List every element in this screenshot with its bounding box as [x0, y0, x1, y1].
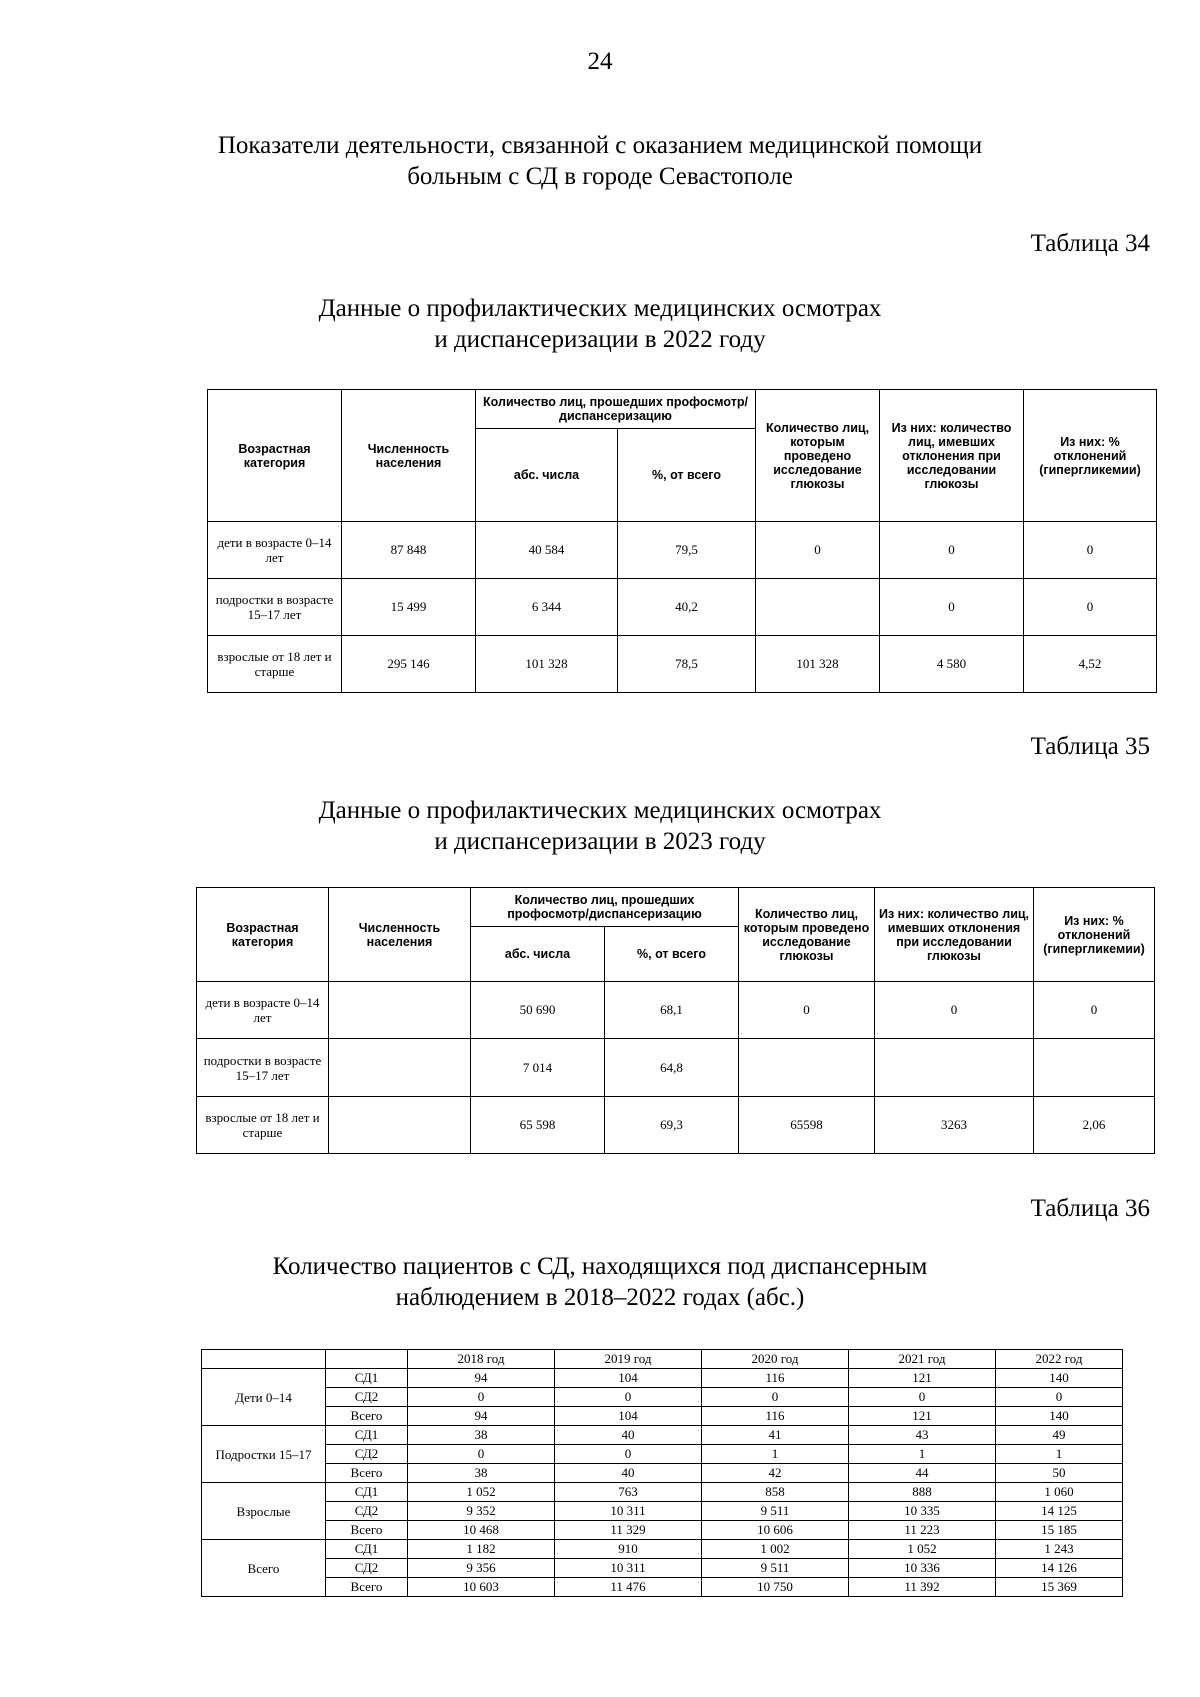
table36-caption: Таблица 36 — [1030, 1195, 1150, 1222]
table35-row — [197, 1039, 1155, 1097]
table36-type-cell: СД1 — [326, 1369, 408, 1388]
table34-header-population: Численность населения — [342, 390, 476, 522]
table34-cell-glucose: 101 328 — [756, 636, 880, 693]
table35-cell-pct: 69,3 — [605, 1097, 739, 1154]
table36-value-cell: 0 — [555, 1388, 702, 1407]
table34-header-glucose: Количество лиц, которым проведено исследование глюкозы — [756, 390, 880, 522]
table36 — [201, 1349, 1123, 1597]
table36-value-cell: 14 125 — [996, 1502, 1123, 1521]
table35-cell-glucose: 0 — [739, 982, 875, 1039]
table36-value-cell: 94 — [408, 1407, 555, 1426]
table35-cell-category: взрослые от 18 лет и старше — [197, 1097, 329, 1154]
table34-cell-category: дети в возрасте 0–14 лет — [208, 522, 342, 579]
table34-row — [208, 636, 1157, 693]
table34-cell-pct: 78,5 — [618, 636, 756, 693]
table36-value-cell: 140 — [996, 1407, 1123, 1426]
table36-value-cell: 10 336 — [849, 1559, 996, 1578]
table36-value-cell: 104 — [555, 1407, 702, 1426]
table36-row — [202, 1369, 1123, 1388]
table36-value-cell: 0 — [702, 1388, 849, 1407]
table36-value-cell: 116 — [702, 1369, 849, 1388]
table35-cell-deviations: 0 — [875, 982, 1034, 1039]
table34-cell-abs: 6 344 — [476, 579, 618, 636]
table36-value-cell: 11 329 — [555, 1521, 702, 1540]
table34-cell-deviations: 4 580 — [880, 636, 1024, 693]
table35-cell-glucose — [739, 1039, 875, 1097]
section-title — [0, 130, 1200, 192]
table34-cell-abs: 101 328 — [476, 636, 618, 693]
table36-row — [202, 1464, 1123, 1483]
table34-cell-pct: 40,2 — [618, 579, 756, 636]
table36-value-cell: 1 052 — [408, 1483, 555, 1502]
table36-value-cell: 888 — [849, 1483, 996, 1502]
section-title-line1: Показатели деятельности, связанной с оказанием медицинской помощи — [217, 132, 983, 159]
table36-type-cell: СД2 — [326, 1445, 408, 1464]
table35-header-deviations-pct: Из них: % отклонений (гипергликемии) — [1034, 888, 1155, 982]
table36-type-cell: СД1 — [326, 1426, 408, 1445]
table34-cell-deviations-pct: 4,52 — [1024, 636, 1157, 693]
table36-value-cell: 10 606 — [702, 1521, 849, 1540]
table36-header-year: 2018 год — [408, 1350, 555, 1369]
table36-row — [202, 1502, 1123, 1521]
table36-type-cell: СД2 — [326, 1502, 408, 1521]
table36-value-cell: 0 — [555, 1445, 702, 1464]
table36-row — [202, 1407, 1123, 1426]
table35-cell-deviations-pct: 0 — [1034, 982, 1155, 1039]
table36-value-cell: 15 369 — [996, 1578, 1123, 1597]
table36-value-cell: 94 — [408, 1369, 555, 1388]
table36-value-cell: 121 — [849, 1369, 996, 1388]
table36-group-label: Всего — [202, 1540, 326, 1597]
table34 — [207, 389, 1157, 693]
table36-header-group — [202, 1350, 326, 1369]
table36-value-cell: 0 — [408, 1388, 555, 1407]
table36-value-cell: 15 185 — [996, 1521, 1123, 1540]
table35-cell-category: дети в возрасте 0–14 лет — [197, 982, 329, 1039]
table34-cell-deviations: 0 — [880, 579, 1024, 636]
table36-value-cell: 1 060 — [996, 1483, 1123, 1502]
table35-cell-abs: 65 598 — [471, 1097, 605, 1154]
table36-value-cell: 9 352 — [408, 1502, 555, 1521]
table34-cell-category: подростки в возрасте 15–17 лет — [208, 579, 342, 636]
table36-row — [202, 1388, 1123, 1407]
table36-header-year: 2019 год — [555, 1350, 702, 1369]
table35-header-category: Возрастная категория — [197, 888, 329, 982]
table34-header-deviations-pct: Из них: % отклонений (гипергликемии) — [1024, 390, 1157, 522]
table36-row — [202, 1540, 1123, 1559]
table36-row — [202, 1559, 1123, 1578]
table34-cell-population: 15 499 — [342, 579, 476, 636]
table34-cell-deviations: 0 — [880, 522, 1024, 579]
table36-value-cell: 9 511 — [702, 1559, 849, 1578]
table36-header-type — [326, 1350, 408, 1369]
table36-value-cell: 41 — [702, 1426, 849, 1445]
table35-cell-abs: 50 690 — [471, 982, 605, 1039]
table36-value-cell: 10 311 — [555, 1559, 702, 1578]
table35-cell-deviations — [875, 1039, 1034, 1097]
table36-body — [202, 1369, 1123, 1597]
table36-value-cell: 10 468 — [408, 1521, 555, 1540]
table35-cell-category: подростки в возрасте 15–17 лет — [197, 1039, 329, 1097]
table36-value-cell: 910 — [555, 1540, 702, 1559]
table35-cell-population — [329, 982, 471, 1039]
table36-value-cell: 40 — [555, 1426, 702, 1445]
table36-row — [202, 1445, 1123, 1464]
table36-header-row — [202, 1350, 1123, 1369]
table35-cell-pct: 68,1 — [605, 982, 739, 1039]
table36-type-cell: СД1 — [326, 1540, 408, 1559]
table35-title-line1: Данные о профилактических медицинских осмотрах — [318, 797, 882, 824]
table34-title-line2: и диспансеризации в 2022 году — [434, 326, 766, 353]
table34-cell-population: 87 848 — [342, 522, 476, 579]
table36-value-cell: 11 223 — [849, 1521, 996, 1540]
table36-value-cell: 10 311 — [555, 1502, 702, 1521]
table36-value-cell: 11 476 — [555, 1578, 702, 1597]
table35-header-deviations: Из них: количество лиц, имевших отклонения при исследовании глюкозы — [875, 888, 1034, 982]
table36-type-cell: СД1 — [326, 1483, 408, 1502]
table35-header-population: Численность населения — [329, 888, 471, 982]
table36-title-line1: Количество пациентов с СД, находящихся под диспансерным — [272, 1253, 928, 1280]
table34-cell-glucose: 0 — [756, 522, 880, 579]
table36-value-cell: 0 — [849, 1388, 996, 1407]
table36-type-cell: Всего — [326, 1407, 408, 1426]
table36-value-cell: 1 052 — [849, 1540, 996, 1559]
table34-cell-category: взрослые от 18 лет и старше — [208, 636, 342, 693]
table34-cell-deviations-pct: 0 — [1024, 579, 1157, 636]
table36-title — [0, 1251, 1200, 1313]
table35-cell-abs: 7 014 — [471, 1039, 605, 1097]
table36-row — [202, 1426, 1123, 1445]
table36-value-cell: 0 — [408, 1445, 555, 1464]
table34-cell-deviations-pct: 0 — [1024, 522, 1157, 579]
table36-value-cell: 1 182 — [408, 1540, 555, 1559]
table34-cell-pct: 79,5 — [618, 522, 756, 579]
table36-value-cell: 104 — [555, 1369, 702, 1388]
table36-value-cell: 10 750 — [702, 1578, 849, 1597]
table35-cell-deviations-pct: 2,06 — [1034, 1097, 1155, 1154]
section-title-line2: больным с СД в городе Севастополе — [407, 163, 793, 190]
table35-cell-deviations: 3263 — [875, 1097, 1034, 1154]
table35-row — [197, 982, 1155, 1039]
table36-type-cell: Всего — [326, 1464, 408, 1483]
table36-title-line2: наблюдением в 2018–2022 годах (абс.) — [395, 1284, 805, 1311]
table36-value-cell: 38 — [408, 1464, 555, 1483]
table36-value-cell: 140 — [996, 1369, 1123, 1388]
table35-cell-population — [329, 1097, 471, 1154]
table35-header-group: Количество лиц, прошедших профосмотр/диспансеризацию — [471, 888, 739, 927]
table36-group-label: Дети 0–14 — [202, 1369, 326, 1426]
table36-value-cell: 42 — [702, 1464, 849, 1483]
table36-value-cell: 116 — [702, 1407, 849, 1426]
table35-title-line2: и диспансеризации в 2023 году — [434, 828, 766, 855]
table35-cell-pct: 64,8 — [605, 1039, 739, 1097]
table36-type-cell: Всего — [326, 1521, 408, 1540]
table34-header-pct: %, от всего — [618, 429, 756, 522]
table34-cell-population: 295 146 — [342, 636, 476, 693]
table34-header-group: Количество лиц, прошедших профосмотр/диспансеризацию — [476, 390, 756, 429]
table36-type-cell: СД2 — [326, 1559, 408, 1578]
table35-header-pct: %, от всего — [605, 927, 739, 982]
table35-cell-population — [329, 1039, 471, 1097]
table34-header-abs: абс. числа — [476, 429, 618, 522]
table34-row — [208, 522, 1157, 579]
table36-value-cell: 50 — [996, 1464, 1123, 1483]
table36-value-cell: 49 — [996, 1426, 1123, 1445]
table36-value-cell: 763 — [555, 1483, 702, 1502]
table36-type-cell: Всего — [326, 1578, 408, 1597]
page-number: 24 — [587, 48, 613, 75]
table34-cell-glucose — [756, 579, 880, 636]
table35 — [196, 887, 1155, 1154]
table36-value-cell: 43 — [849, 1426, 996, 1445]
table35-header-glucose: Количество лиц, которым проведено исследование глюкозы — [739, 888, 875, 982]
table36-header-year: 2020 год — [702, 1350, 849, 1369]
table35-caption: Таблица 35 — [1030, 733, 1150, 760]
table34-title-line1: Данные о профилактических медицинских осмотрах — [318, 295, 882, 322]
table34-header-category: Возрастная категория — [208, 390, 342, 522]
table34-title — [0, 293, 1200, 355]
table34-cell-abs: 40 584 — [476, 522, 618, 579]
table35-title — [0, 795, 1200, 857]
table36-value-cell: 1 — [849, 1445, 996, 1464]
table36-group-label: Взрослые — [202, 1483, 326, 1540]
table36-value-cell: 10 603 — [408, 1578, 555, 1597]
table34-row — [208, 579, 1157, 636]
table36-row — [202, 1483, 1123, 1502]
table36-value-cell: 40 — [555, 1464, 702, 1483]
table36-value-cell: 9 356 — [408, 1559, 555, 1578]
table36-group-label: Подростки 15–17 — [202, 1426, 326, 1483]
table36-value-cell: 1 243 — [996, 1540, 1123, 1559]
table36-value-cell: 1 — [702, 1445, 849, 1464]
table35-cell-glucose: 65598 — [739, 1097, 875, 1154]
table36-row — [202, 1578, 1123, 1597]
table36-value-cell: 9 511 — [702, 1502, 849, 1521]
table36-header-year: 2022 год — [996, 1350, 1123, 1369]
table36-type-cell: СД2 — [326, 1388, 408, 1407]
table36-value-cell: 858 — [702, 1483, 849, 1502]
table34-caption: Таблица 34 — [1030, 230, 1150, 257]
table36-value-cell: 1 002 — [702, 1540, 849, 1559]
table35-header-abs: абс. числа — [471, 927, 605, 982]
table34-header-deviations: Из них: количество лиц, имевших отклонения при исследовании глюкозы — [880, 390, 1024, 522]
table36-value-cell: 121 — [849, 1407, 996, 1426]
table36-header-year: 2021 год — [849, 1350, 996, 1369]
table36-value-cell: 38 — [408, 1426, 555, 1445]
table36-row — [202, 1521, 1123, 1540]
table35-cell-deviations-pct — [1034, 1039, 1155, 1097]
table36-value-cell: 0 — [996, 1388, 1123, 1407]
table36-value-cell: 44 — [849, 1464, 996, 1483]
table36-value-cell: 1 — [996, 1445, 1123, 1464]
table36-value-cell: 10 335 — [849, 1502, 996, 1521]
table35-row — [197, 1097, 1155, 1154]
table36-value-cell: 14 126 — [996, 1559, 1123, 1578]
table36-value-cell: 11 392 — [849, 1578, 996, 1597]
